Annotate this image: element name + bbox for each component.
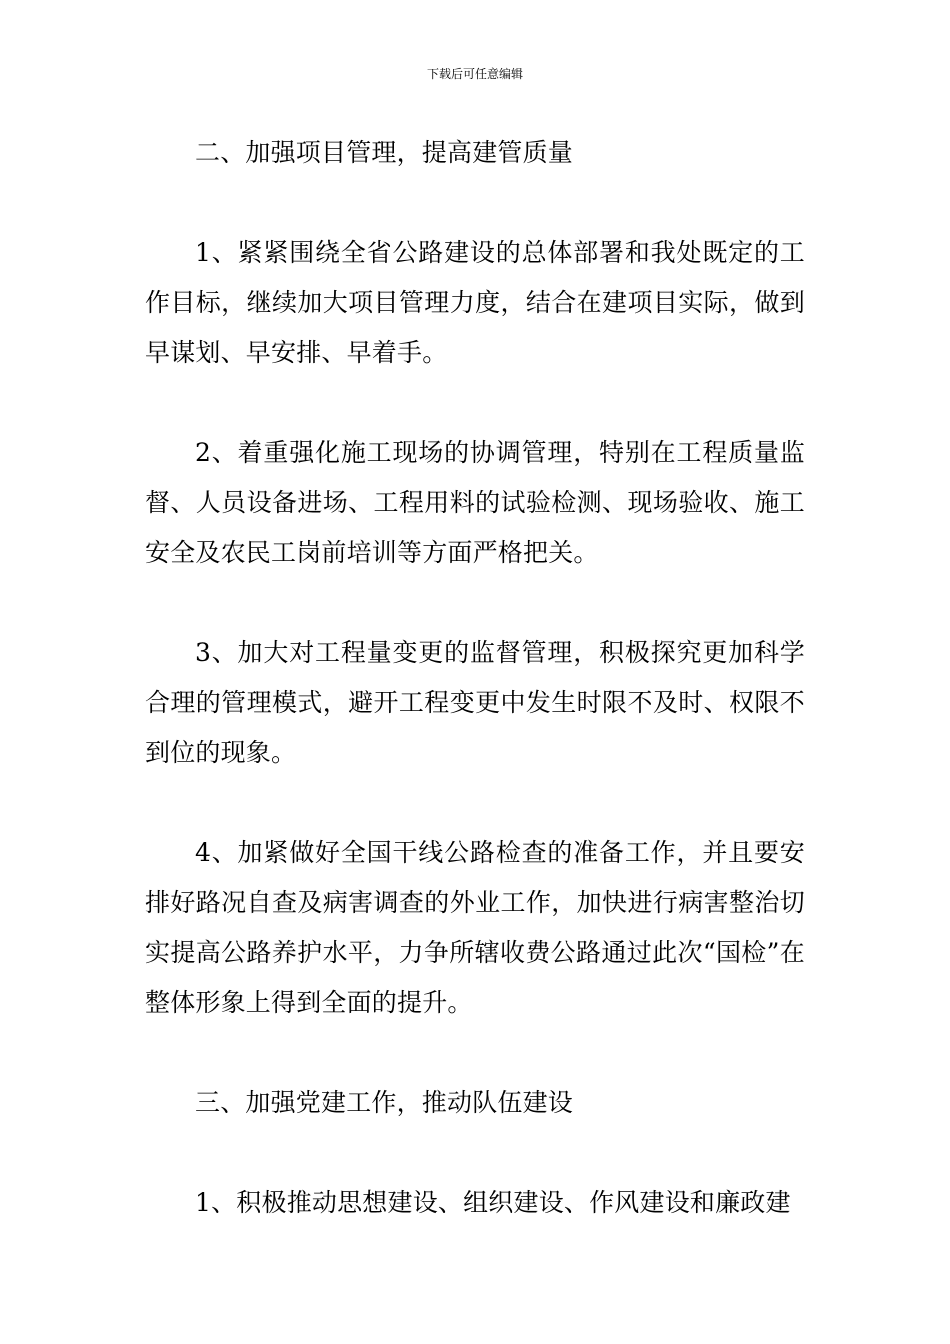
paragraph-spacer: [145, 178, 805, 228]
page-header-note: 下载后可任意编辑: [426, 67, 523, 81]
paragraph-spacer: [145, 1128, 805, 1178]
paragraph-spacer: [145, 778, 805, 828]
section2-item-3: 3、加大对工程量变更的监督管理，积极探究更加科学合理的管理模式，避开工程变更中发生时限不及时、权限不到位的现象。: [145, 638, 805, 767]
paragraph-spacer: [145, 1028, 805, 1078]
paragraph-spacer: [145, 378, 805, 428]
section3-item-1: 1、积极推动思想建设、组织建设、作风建设和廉政建: [195, 1188, 791, 1217]
section2-item-4: 4、加紧做好全国干线公路检查的准备工作，并且要安排好路况自查及病害调查的外业工作，加快进行病害整治切实提高公路养护水平，力争所辖收费公路通过此次“国检”在整体形象上得到全面的提升。: [145, 838, 805, 1017]
section2-item-1: 1、紧紧围绕全省公路建设的总体部署和我处既定的工作目标，继续加大项目管理力度，结合在建项目实际，做到早谋划、早安排、早着手。: [145, 238, 805, 367]
document-body: [145, 128, 805, 1228]
section-heading-3: 三、加强党建工作，推动队伍建设: [195, 1088, 574, 1117]
section-heading-2: 二、加强项目管理，提高建管质量: [195, 138, 574, 167]
paragraph-spacer: [145, 578, 805, 628]
section2-item-2: 2、着重强化施工现场的协调管理，特别在工程质量监督、人员设备进场、工程用料的试验检测、现场验收、施工安全及农民工岗前培训等方面严格把关。: [145, 438, 805, 567]
